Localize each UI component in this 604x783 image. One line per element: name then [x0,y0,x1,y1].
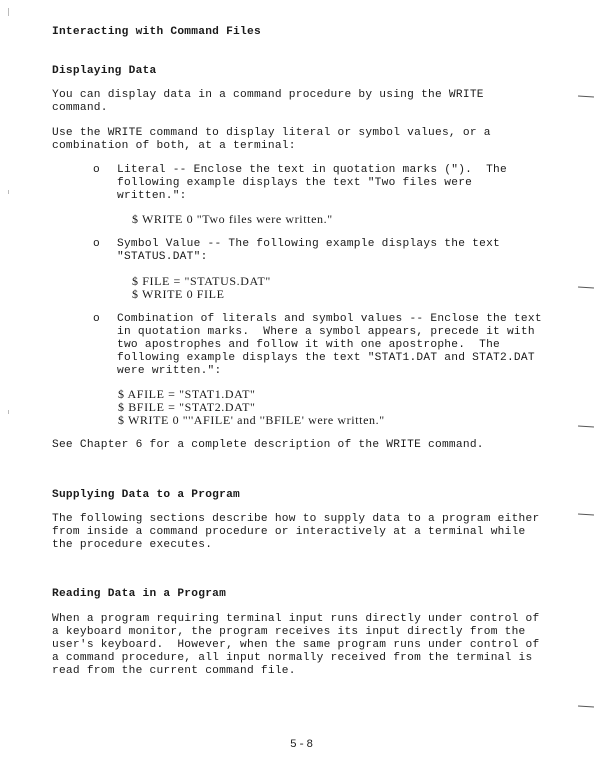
paragraph-line: The following sections describe how to supply data to a program either [52,513,540,525]
running-header: Interacting with Command Files [52,26,261,38]
bullet-marker: o [93,313,100,325]
code-line: $ WRITE 0 "Two files were written." [132,212,333,226]
margin-mark [578,95,594,97]
margin-mark [578,705,594,707]
paragraph-line: combination of both, at a terminal: [52,140,296,152]
section-heading: Reading Data in a Program [52,588,227,600]
paragraph-line: read from the current command file. [52,665,296,677]
scan-artifact [8,410,9,414]
bullet-line: written.": [117,190,187,202]
bullet-line: Combination of literals and symbol values -- Enclose the text [117,313,542,325]
bullet-line: following example displays the text "STAT1.DAT and STAT2.DAT [117,352,535,364]
code-line: $ FILE = "STATUS.DAT" [132,274,271,288]
page-number: 5-8 [290,739,315,751]
see-also-text: See Chapter 6 for a complete description of the WRITE command. [52,439,484,451]
margin-mark [578,513,594,515]
code-line: $ AFILE = "STAT1.DAT" [118,387,256,401]
code-line: $ WRITE 0 "''AFILE' and ''BFILE' were written." [118,413,385,427]
paragraph-line: You can display data in a command procedure by using the WRITE [52,89,484,101]
scan-artifact [8,190,9,194]
code-line: $ WRITE 0 FILE [132,287,225,301]
bullet-line: were written.": [117,365,222,377]
margin-mark [578,286,594,288]
paragraph-line: command. [52,102,108,114]
bullet-line: in quotation marks. Where a symbol appears, precede it with [117,326,535,338]
paragraph-line: a keyboard monitor, the program receives its input directly from the [52,626,526,638]
bullet-line: two apostrophes and follow it with one apostrophe. The [117,339,500,351]
bullet-marker: o [93,164,100,176]
paragraph-line: from inside a command procedure or interactively at a terminal while [52,526,526,538]
bullet-line: Symbol Value -- The following example displays the text [117,238,500,250]
bullet-line: following example displays the text "Two files were [117,177,473,189]
paragraph-line: When a program requiring terminal input runs directly under control of [52,613,540,625]
scan-artifact [8,8,9,16]
section-heading: Supplying Data to a Program [52,489,241,501]
code-line: $ BFILE = "STAT2.DAT" [118,400,256,414]
margin-mark [578,425,594,427]
paragraph-line: Use the WRITE command to display literal or symbol values, or a [52,127,491,139]
paragraph-line: user's keyboard. However, when the same program runs under control of [52,639,540,651]
section-heading: Displaying Data [52,65,157,77]
bullet-line: Literal -- Enclose the text in quotation marks ("). The [117,164,507,176]
bullet-line: "STATUS.DAT": [117,251,208,263]
paragraph-line: a command procedure, all input normally received from the terminal is [52,652,533,664]
bullet-marker: o [93,238,100,250]
paragraph-line: the procedure executes. [52,539,213,551]
